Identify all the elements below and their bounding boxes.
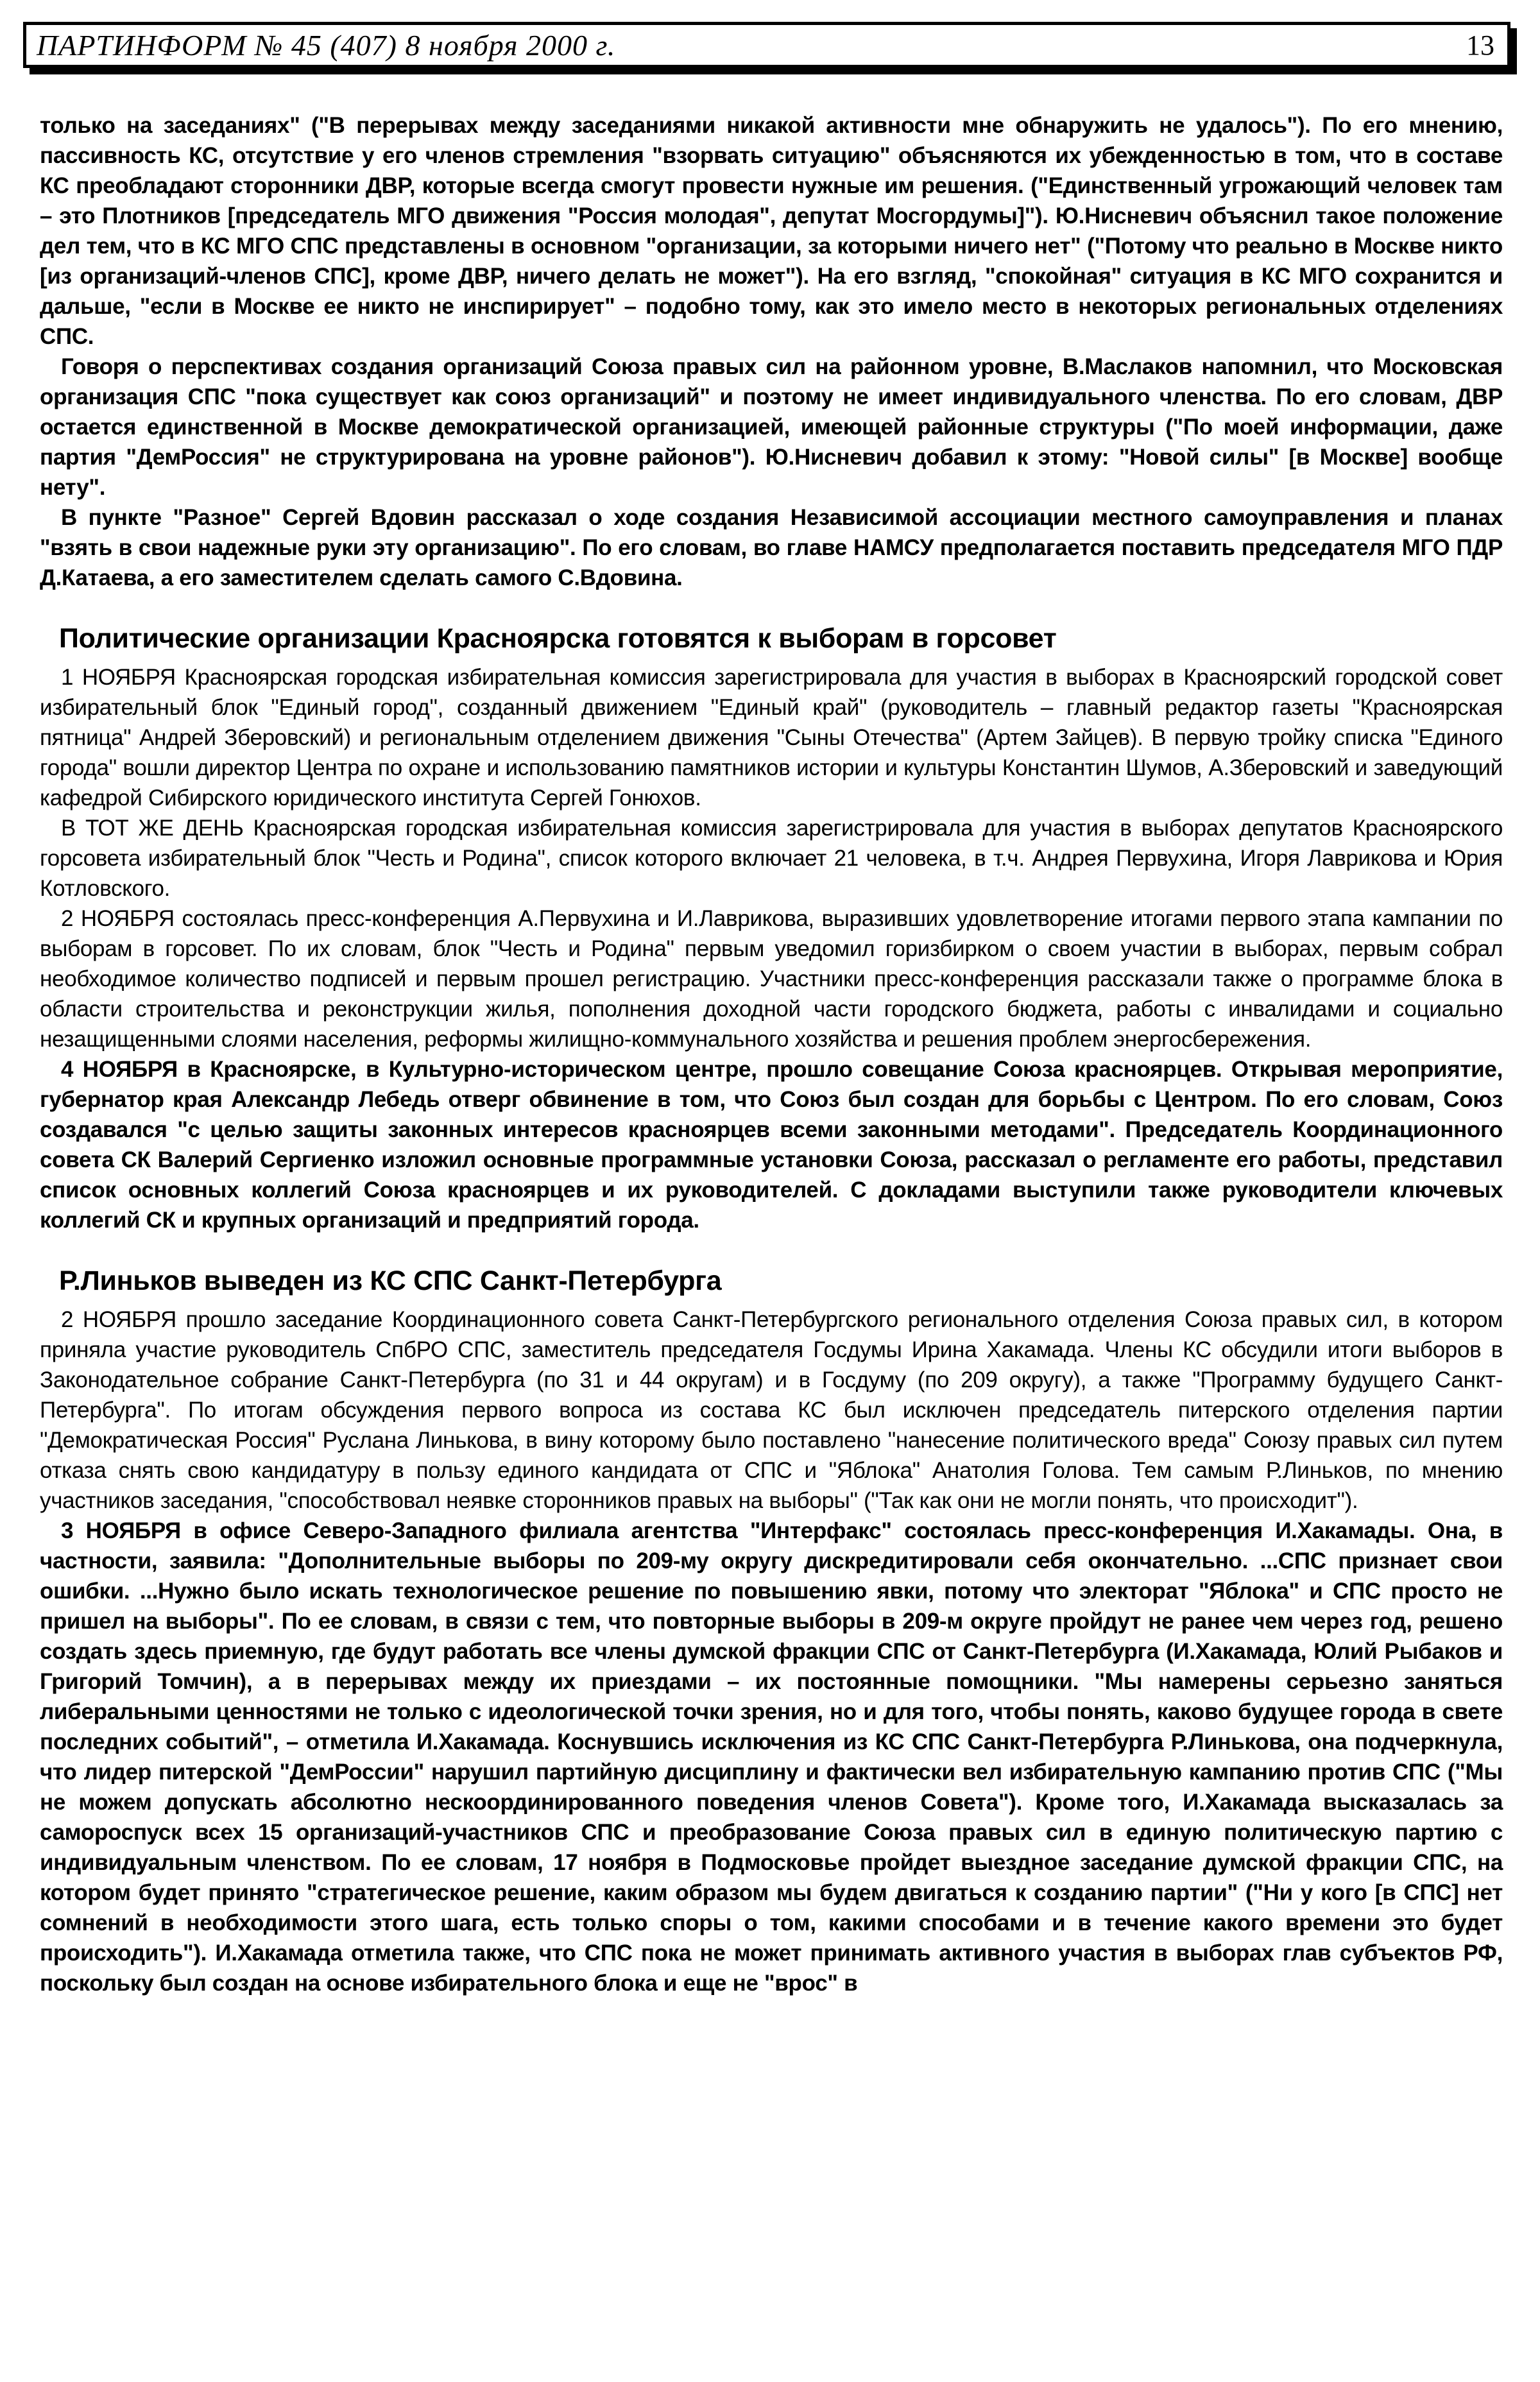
paragraph: В пункте "Разное" Сергей Вдовин рассказал о ходе создания Независимой ассоциации местного самоуправления и планах "взять в свои надежные руки эту организацию". По его словам, во главе НАМСУ предполагается поставить председателя МГО ПДР Д.Катаева, а его заместителем сделать самого С.Вдовина. [40,505,1503,590]
paragraph: Говоря о перспективах создания организаций Союза правых сил на районном уровне, В.Маслаков напомнил, что Московская организация СПС "пока существует как союз организаций" и поэтому не имеет индивидуального членства. По его словам, ДВР остается единственной в Москве демократической организацией, имеющей районные структуры ("По моей информации, даже партия "ДемРоссия" не структурирована на уровне районов"). Ю.Нисневич добавил к этому: "Новой силы" [в Москве] вообще нету". [40,354,1503,500]
masthead-title: ПАРТИНФОРМ № 45 (407) 8 ноября 2000 г. [37,28,616,62]
section-heading: Политические организации Красноярска готовятся к выборам в горсовет [59,623,1057,654]
paragraph: 2 НОЯБРЯ прошло заседание Координационного совета Санкт-Петербургского регионального отделения Союза правых сил, в котором приняла участие руководитель СпбРО СПС, заместитель председателя Госдумы Ирина Хакамада. Члены КС обсудили итоги выборов в Законодательное собрание Санкт-Петербурга (по 31 и 44 округам) и в Госдуму (по 209 округу), а также "Программу будущего Санкт-Петербурга". По итогам обсуждения первого вопроса из состава КС был исключен председатель питерского отделения партии "Демократическая Россия" Руслана Линькова, в вину которому было поставлено "нанесение политического вреда" Союзу правых сил путем отказа снять свою кандидатуру в пользу единого кандидата от СПС и "Яблока" Анатолия Голова. Тем самым Р.Линьков, по мнению участников заседания, "способствовал неявке сторонников правых на выборы" ("Так как они не могли понять, что происходит"). [40,1307,1503,1513]
article-body [40,110,1503,1998]
paragraph: только на заседаниях" ("В перерывах между заседаниями никакой активности мне обнаружить не удалось"). По его мнению, пассивность КС, отсутствие у его членов стремления "взорвать ситуацию" объясняются их убежденностью в том, что в составе КС преобладают сторонники ДВР, которые всегда смогут провести нужные им решения. ("Единственный угрожающий человек там – это Плотников [председатель МГО движения "Россия молодая", депутат Мосгордумы]"). Ю.Нисневич объяснил такое положение дел тем, что в КС МГО СПС представлены в основном "организации, за которыми ничего нет" ("Потому что реально в Москве никто [из организаций-членов СПС], кроме ДВР, ничего делать не может"). На его взгляд, "спокойная" ситуация в КС МГО сохранится и дальше, "если в Москве ее никто не инспирирует" – подобно тому, как это имело место в некоторых региональных отделениях СПС. [40,113,1503,349]
paragraph: В ТОТ ЖЕ ДЕНЬ Красноярская городская избирательная комиссия зарегистрировала для участия в выборах депутатов Красноярского горсовета избирательный блок "Честь и Родина", список которого включает 21 человека, в т.ч. Андрея Первухина, Игоря Лаврикова и Юрия Котловского. [40,816,1503,901]
paragraph: 4 НОЯБРЯ в Красноярске, в Культурно-историческом центре, прошло совещание Союза красноярцев. Открывая мероприятие, губернатор края Александр Лебедь отверг обвинение в том, что Союз был создан для борьбы с Центром. По его словам, Союз создавался "с целью защиты законных интересов красноярцев всеми законными методами". Председатель Координационного совета СК Валерий Сергиенко изложил основные программные установки Союза, рассказал о регламенте его работы, представил список основных коллегий Союза красноярцев и их руководителей. С докладами выступили также руководители ключевых коллегий СК и крупных организаций и предприятий города. [40,1057,1503,1233]
section-heading: Р.Линьков выведен из КС СПС Санкт-Петербурга [59,1265,722,1296]
paragraph: 3 НОЯБРЯ в офисе Северо-Западного филиала агентства "Интерфакс" состоялась пресс-конференция И.Хакамады. Она, в частности, заявила: "Дополнительные выборы по 209-му округу дискредитировали себя окончательно. ...СПС признает свои ошибки. ...Нужно было искать технологическое решение по повышению явки, потому что электорат "Яблока" и СПС просто не пришел на выборы". По ее словам, в связи с тем, что повторные выборы в 209-м округе пройдут не ранее чем через год, решено создать здесь приемную, где будут работать все члены думской фракции СПС от Санкт-Петербурга (И.Хакамада, Юлий Рыбаков и Григорий Томчин), а в перерывах между их приездами – их постоянные помощники. "Мы намерены серьезно заняться либеральными ценностями не только с идеологической точки зрения, но и для того, чтобы понять, каково будущее города в свете последних событий", – отметила И.Хакамада. Коснувшись исключения из КС СПС Санкт-Петербурга Р.Линькова, она подчеркнула, что лидер питерской "ДемРоссии" нарушил партийную дисциплину и фактически вел избирательную кампанию против СПС ("Мы не можем допускать абсолютно нескоординированного поведения членов Совета"). Кроме того, И.Хакамада высказалась за самороспуск всех 15 организаций-участников СПС и преобразование Союза правых сил в единую политическую партию с индивидуальным членством. По ее словам, 17 ноября в Подмосковье пройдет выездное заседание думской фракции СПС, на котором будет принято "стратегическое решение, каким образом мы будем двигаться к созданию партии" ("Ни у кого [в СПС] нет сомнений в необходимости этого шага, есть только споры о том, какими способами и в течение какого времени это будет происходить"). И.Хакамада отметила также, что СПС пока не может принимать активного участия в выборах глав субъектов РФ, поскольку был создан на основе избирательного блока и еще не "врос" в [40,1518,1503,1996]
paragraph: 1 НОЯБРЯ Красноярская городская избирательная комиссия зарегистрировала для участия в выборах в Красноярский городской совет избирательный блок "Единый город", созданный движением "Единый край" (руководитель – главный редактор газеты "Красноярская пятница" Андрей Зберовский) и региональным отделением движения "Сыны Отечества" (Артем Зайцев). В первую тройку списка "Единого города" вошли директор Центра по охране и использованию памятников истории и культуры Константин Шумов, А.Зберовский и заведующий кафедрой Сибирского юридического института Сергей Гонюхов. [40,665,1503,810]
masthead-box [23,22,1510,68]
page-number: 13 [1466,29,1494,61]
paragraph: 2 НОЯБРЯ состоялась пресс-конференция А.Первухина и И.Лаврикова, выразивших удовлетворение итогами первого этапа кампании по выборам в горсовет. По их словам, блок "Честь и Родина" первым уведомил горизбирком о своем участии в выборах, первым собрал необходимое количество подписей и первым прошел регистрацию. Участники пресс-конференция рассказали также о программе блока в области строительства и реконструкции жилья, пополнения доходной части городского бюджета, работы с инвалидами и социально незащищенными слоями населения, реформы жилищно-коммунального хозяйства и решения проблем энергосбережения. [40,906,1503,1052]
